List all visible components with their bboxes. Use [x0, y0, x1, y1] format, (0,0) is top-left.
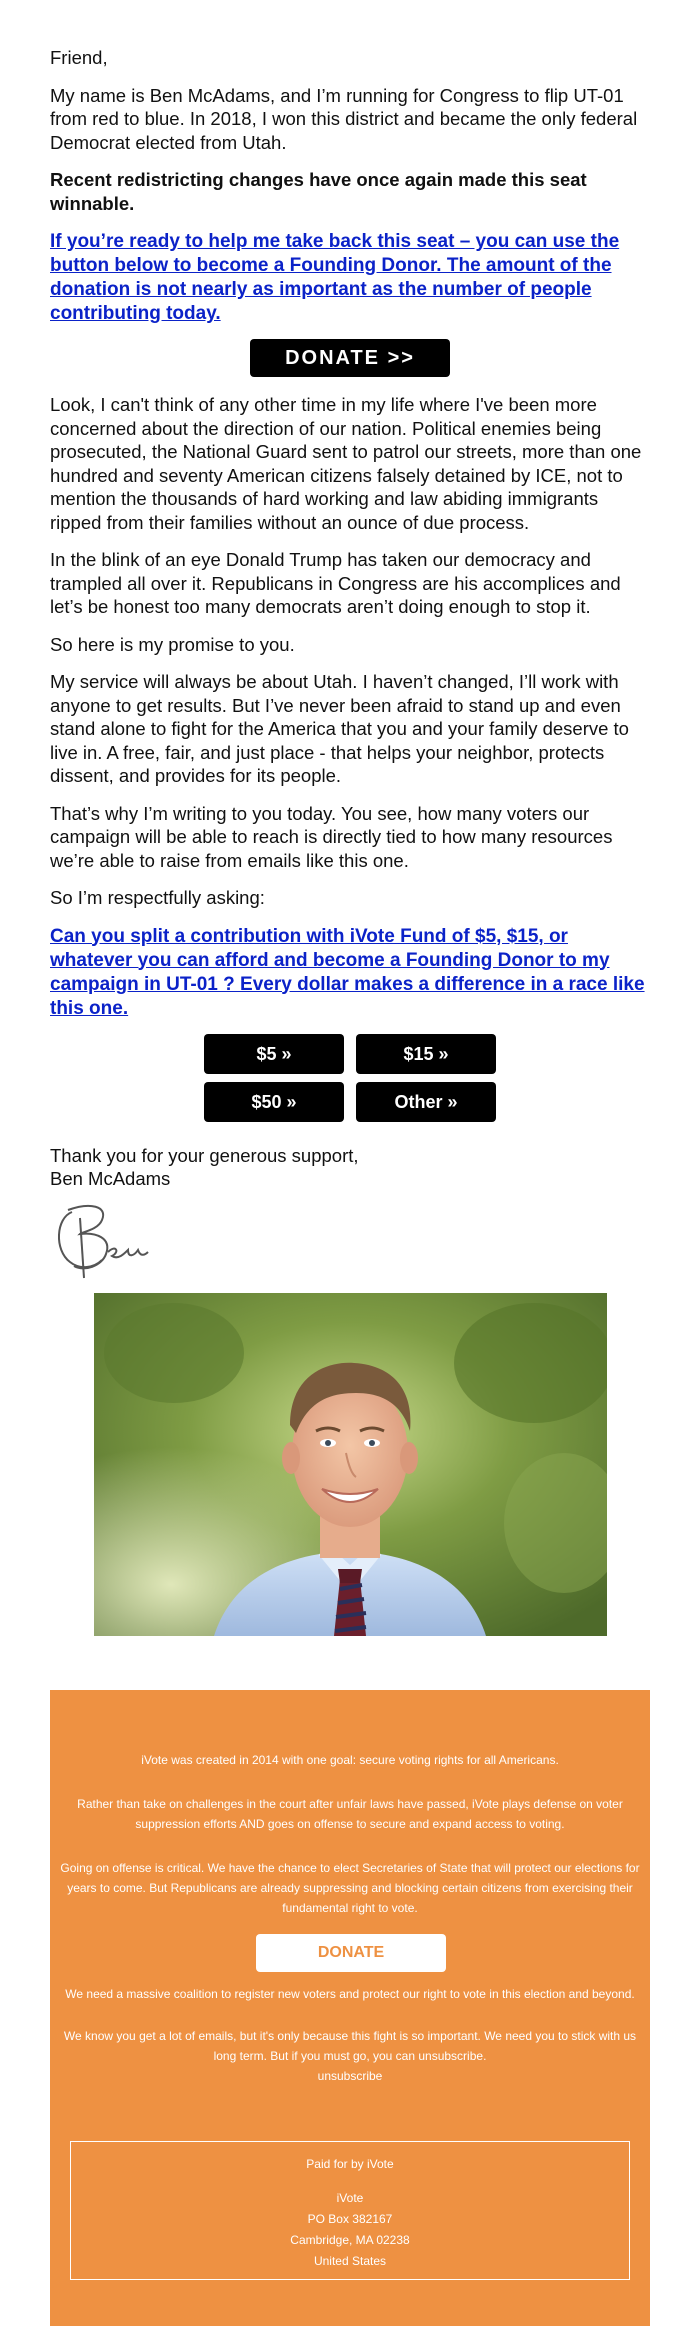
candidate-photo	[94, 1293, 607, 1636]
address-line: United States	[313, 2254, 387, 2268]
greeting: Friend,	[50, 47, 108, 68]
reason-paragraph: That’s why I’m writing to you today. You see, how many voters our campaign will be able to reach is directly tied to how many resources we’re able to raise from emails like this one.	[50, 802, 613, 871]
address-line: PO Box 382167	[307, 2212, 393, 2226]
service-paragraph: My service will always be about Utah. I haven’t changed, I’ll work with anyone to get results. But I’ve never been afraid to stand up and even stand alone to fight for the America that you and your family deserve to live in. A free, fair, and just place - that helps your neighbor, protects dissent, and provides for its people.	[50, 671, 629, 786]
footer-defense: Rather than take on challenges in the court after unfair laws have passed, iVote plays defense on voter suppression efforts AND goes on offense to secure and expand access to voting.	[77, 1797, 623, 1831]
signoff	[50, 1144, 650, 1191]
amount-button-other[interactable]: Other »	[356, 1082, 496, 1122]
footer-emails: We know you get a lot of emails, but it's only because this fight is so important. We need you to stick with us long term. But if you must go, you can unsubscribe.	[63, 2029, 637, 2063]
unsubscribe-link[interactable]: unsubscribe	[317, 2069, 383, 2083]
signoff-thanks: Thank you for your generous support,	[50, 1144, 359, 1166]
footer-coalition: We need a massive coalition to register new voters and protect our right to vote in this election and beyond.	[65, 1987, 635, 2001]
email-body	[50, 46, 650, 1191]
footer-mission: iVote was created in 2014 with one goal: secure voting rights for all Americans.	[141, 1753, 559, 1767]
asking-paragraph: So I’m respectfully asking:	[50, 887, 265, 908]
split-contribution-link[interactable]: Can you split a contribution with iVote Fund of $5, $15, or whatever you can afford and become a Founding Donor to my campaign in UT-01 ? Every dollar makes a difference in a race like this one.	[50, 925, 645, 1019]
donate-button[interactable]: DONATE >>	[250, 339, 450, 377]
amount-button-50[interactable]: $50 »	[204, 1082, 344, 1122]
redistricting-paragraph: Recent redistricting changes have once again made this seat winnable.	[50, 169, 587, 214]
signoff-name: Ben McAdams	[50, 1168, 171, 1189]
amount-button-5[interactable]: $5 »	[204, 1034, 344, 1074]
founding-donor-link[interactable]: If you’re ready to help me take back this seat – you can use the button below to become a Founding Donor. The amount of the donation is not nearly as important as the number of people contributing today.	[50, 231, 620, 324]
democracy-paragraph: In the blink of an eye Donald Trump has taken our democracy and trampled all over it. Republicans in Congress are his accomplices and let’s be honest too many democrats aren’t doing enough to stop it.	[50, 549, 621, 617]
footer-donate-button[interactable]: DONATE	[256, 1934, 446, 1972]
amount-buttons	[204, 1034, 496, 1130]
ivote-footer	[50, 1690, 650, 2326]
intro-paragraph: My name is Ben McAdams, and I’m running for Congress to flip UT-01 from red to blue. In 2018, I won this district and became the only federal Democrat elected from Utah.	[50, 84, 638, 153]
promise-paragraph: So here is my promise to you.	[50, 633, 295, 655]
concern-paragraph: Look, I can't think of any other time in my life where I've been more concerned about the direction of our nation. Political enemies being prosecuted, the National Guard sent to patrol our streets, more than one hundred and seventy American citizens falsely detained by ICE, not to mention the thousands of hard working and law abiding immigrants ripped from their families without an ounce of due process.	[50, 394, 642, 533]
paid-for-box	[70, 2141, 630, 2280]
amount-button-15[interactable]: $15 »	[356, 1034, 496, 1074]
signature-image	[50, 1198, 150, 1282]
footer-offense: Going on offense is critical. We have the chance to elect Secretaries of State that will protect our elections for years to come. But Republicans are already suppressing and blocking certain citizens from exercising their fundamental right to vote.	[60, 1861, 640, 1915]
paid-for-text: Paid for by iVote	[306, 2157, 394, 2171]
address-line: iVote	[336, 2191, 364, 2205]
mailing-address	[71, 2188, 629, 2272]
address-line: Cambridge, MA 02238	[290, 2233, 410, 2247]
